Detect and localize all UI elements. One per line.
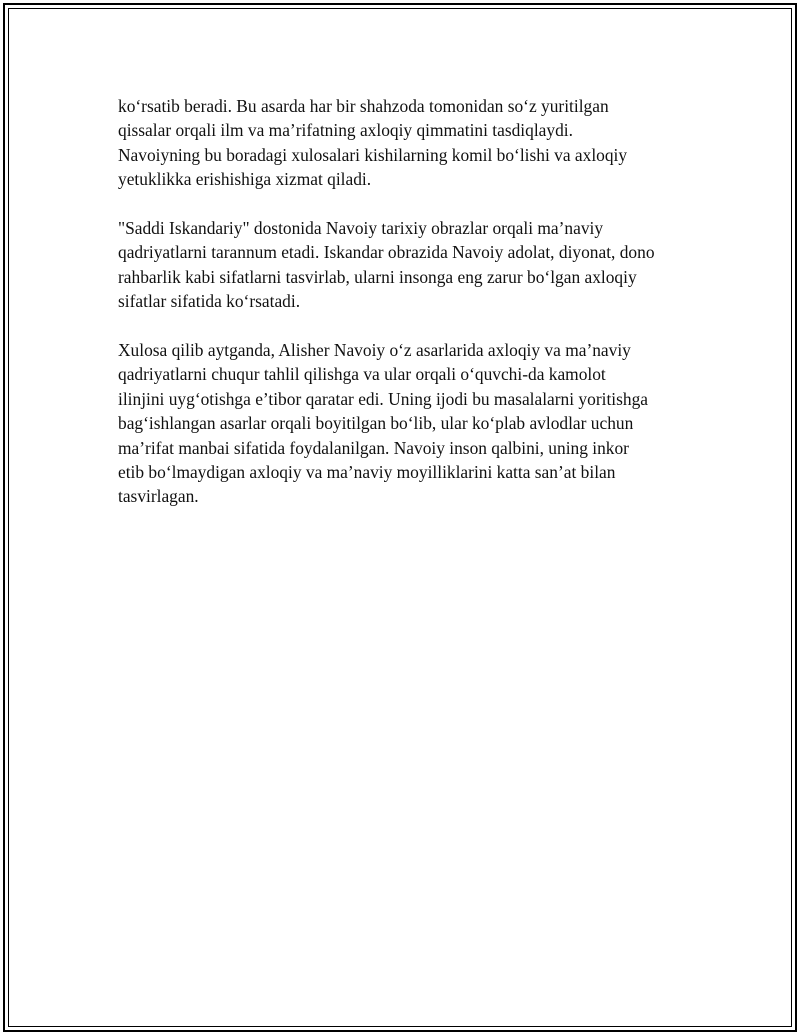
text-line: ilinjini uyg‘otishga e’tibor qaratar edi. Uning ijodi bu masalalarni yoritishga (118, 388, 648, 409)
text-line: etib bo‘lmaydigan axloqiy va ma’naviy moyilliklarini katta san’at bilan (118, 462, 616, 483)
text-line: rahbarlik kabi sifatlarni tasvirlab, ularni insonga eng zarur bo‘lgan axloqiy (118, 266, 637, 287)
text-line: ko‘rsatib beradi. Bu asarda har bir shahzoda tomonidan so‘z yuritilgan (118, 96, 609, 116)
text-line: "Saddi Iskandariy" dostonida Navoiy tarixiy obrazlar orqali ma’naviy (118, 218, 604, 239)
document-body (118, 94, 698, 533)
text-line: Navoiyning bu boradagi xulosalari kishilarning komil bo‘lishi va axloqiy (118, 144, 628, 165)
text-line: Xulosa qilib aytganda, Alisher Navoiy o‘z asarlarida axloqiy va ma’naviy (118, 340, 631, 361)
text-line: yetuklikka erishishiga xizmat qiladi. (118, 169, 372, 190)
text-line: ma’rifat manbai sifatida foydalanilgan. Navoiy inson qalbini, uning inkor (118, 437, 629, 458)
text-line: qadriyatlarni chuqur tahlil qilishga va ular orqali o‘quvchi-da kamolot (118, 364, 606, 385)
paragraph-3 (118, 338, 698, 509)
text-line: bag‘ishlangan asarlar orqali boyitilgan bo‘lib, ular ko‘plab avlodlar uchun (118, 413, 634, 434)
paragraph-2 (118, 216, 698, 314)
paragraph-1 (118, 94, 698, 192)
text-line: tasvirlagan. (118, 486, 199, 507)
text-line: sifatlar sifatida ko‘rsatadi. (118, 291, 301, 312)
text-line: qadriyatlarni tarannum etadi. Iskandar obrazida Navoiy adolat, diyonat, dono (118, 242, 655, 263)
text-line: qissalar orqali ilm va ma’rifatning axloqiy qimmatini tasdiqlaydi. (118, 120, 573, 141)
